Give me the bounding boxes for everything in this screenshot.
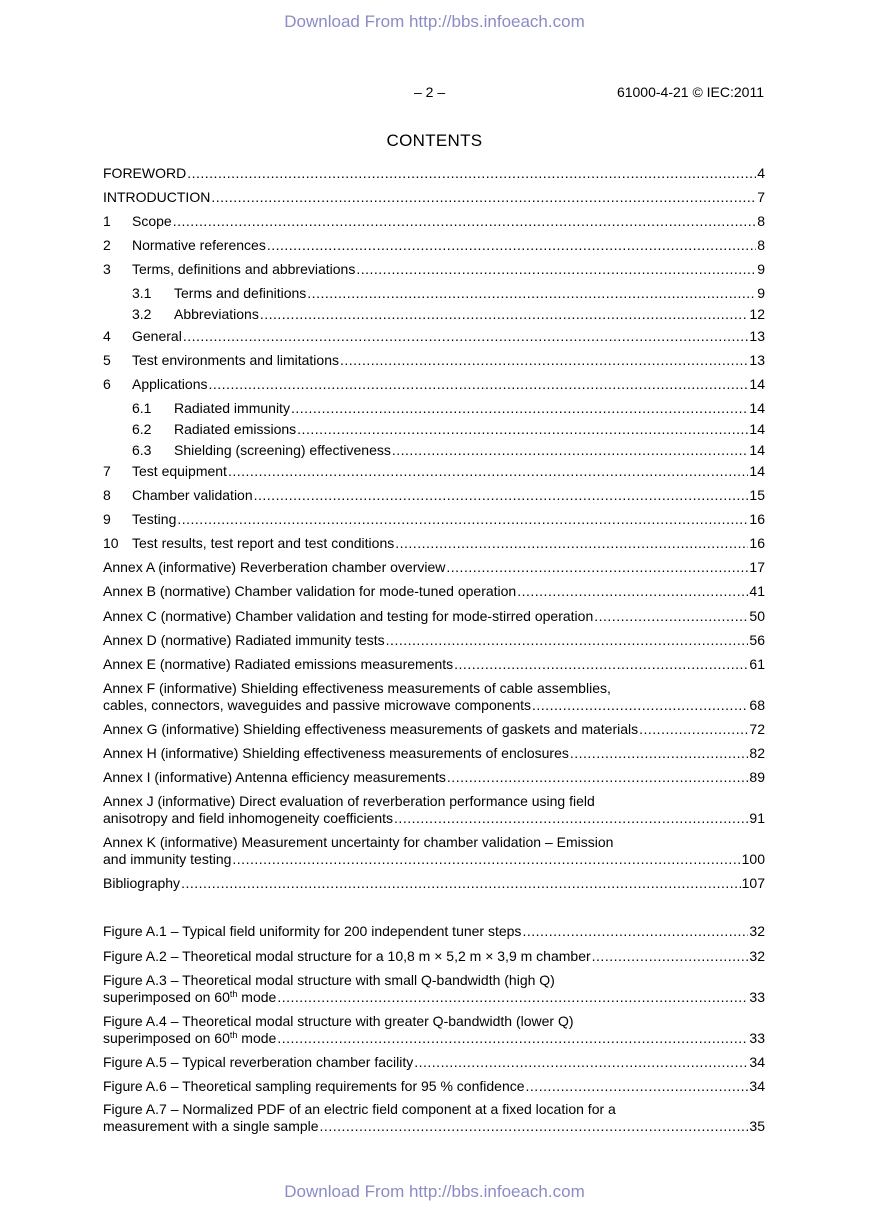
toc-page: 91 <box>749 810 765 826</box>
toc-label: Annex C (normative) Chamber validation and testing for mode-stirred operation <box>103 608 594 624</box>
figure-label-line1: Figure A.3 – Theoretical modal structure with small Q-bandwidth (high Q) <box>103 972 555 988</box>
toc-number: 3.1 <box>132 285 152 301</box>
dot-leader <box>254 487 749 504</box>
toc-label: Test results, test report and test conditions <box>132 535 395 551</box>
dot-leader <box>570 745 749 762</box>
toc-entry-8[interactable] <box>103 487 765 504</box>
dot-leader <box>594 608 748 625</box>
figure-entry-a5[interactable] <box>103 1054 765 1071</box>
toc-number: 2 <box>103 237 111 253</box>
toc-label: Radiated immunity <box>174 400 290 416</box>
toc-entry-annex-b[interactable] <box>103 583 765 600</box>
toc-entry-6[interactable] <box>103 376 765 393</box>
toc-label: Annex I (informative) Antenna efficiency measurements <box>103 769 446 785</box>
toc-page: 72 <box>749 721 765 737</box>
watermark-top[interactable]: Download From http://bbs.infoeach.com <box>284 12 585 31</box>
toc-page: 8 <box>757 237 765 253</box>
toc-entry-annex-i[interactable] <box>103 769 765 786</box>
figure-entry-a6[interactable] <box>103 1078 765 1095</box>
toc-entry-annex-f[interactable] <box>103 680 765 714</box>
toc-label: Applications <box>132 376 208 392</box>
toc-label: Bibliography <box>103 875 181 891</box>
figure-label-line1: Figure A.7 – Normalized PDF of an electric field component at a fixed location for a <box>103 1101 616 1117</box>
dot-leader <box>522 923 748 940</box>
toc-page: 82 <box>749 745 765 761</box>
toc-entry-6-1[interactable] <box>103 400 765 417</box>
dot-leader <box>526 1078 749 1095</box>
dot-leader <box>267 237 756 254</box>
toc-page: 9 <box>757 261 765 277</box>
dot-leader <box>639 721 748 738</box>
dot-leader <box>395 535 748 552</box>
figure-page: 33 <box>749 1030 765 1046</box>
figure-label: Figure A.5 – Typical reverberation chamber facility <box>103 1054 414 1070</box>
toc-number: 10 <box>103 535 119 551</box>
toc-entry-3[interactable] <box>103 261 765 278</box>
toc-page: 50 <box>749 608 765 624</box>
toc-label: Annex A (informative) Reverberation chamber overview <box>103 559 446 575</box>
toc-label: Shielding (screening) effectiveness <box>174 442 391 458</box>
toc-label: INTRODUCTION <box>103 189 211 205</box>
dot-leader <box>454 656 748 673</box>
figure-page: 32 <box>749 923 765 939</box>
toc-page: 14 <box>749 400 765 416</box>
toc-entry-7[interactable] <box>103 463 765 480</box>
toc-label-line1: Annex K (informative) Measurement uncertainty for chamber validation – Emission <box>103 834 614 850</box>
superscript: th <box>229 989 238 999</box>
toc-page: 8 <box>757 213 765 229</box>
figure-entry-a7[interactable] <box>103 1101 765 1135</box>
figure-entry-a1[interactable] <box>103 923 765 940</box>
toc-label: Annex H (informative) Shielding effectiveness measurements of enclosures <box>103 745 569 761</box>
figure-label-tail: mode <box>237 989 277 1005</box>
dot-leader <box>211 189 756 206</box>
toc-entry-foreword[interactable] <box>103 165 765 182</box>
toc-page: 16 <box>749 535 765 551</box>
toc-number: 6.3 <box>132 442 152 458</box>
toc-entry-10[interactable] <box>103 535 765 552</box>
toc-entry-annex-h[interactable] <box>103 745 765 762</box>
toc-label: Terms and definitions <box>174 285 307 301</box>
toc-entry-3-2[interactable] <box>103 306 765 323</box>
toc-label: Normative references <box>132 237 266 253</box>
dot-leader <box>277 1030 748 1047</box>
toc-number: 5 <box>103 352 111 368</box>
toc-page: 7 <box>757 189 765 205</box>
toc-entry-bibliography[interactable] <box>103 875 765 892</box>
dot-leader <box>228 463 748 480</box>
dot-leader <box>181 875 741 892</box>
dot-leader <box>394 810 748 827</box>
toc-entry-4[interactable] <box>103 328 765 345</box>
dot-leader <box>340 352 748 369</box>
figure-entry-a4[interactable] <box>103 1013 765 1047</box>
toc-label: Test environments and limitations <box>132 352 339 368</box>
toc-page: 13 <box>749 352 765 368</box>
dot-leader <box>291 400 748 417</box>
figure-page: 33 <box>749 989 765 1005</box>
toc-entry-9[interactable] <box>103 511 765 528</box>
figure-label: superimposed on 60 <box>103 1030 230 1046</box>
dot-leader <box>173 213 757 230</box>
toc-label: Annex E (normative) Radiated emissions measurements <box>103 656 454 672</box>
toc-label: Radiated emissions <box>174 421 297 437</box>
toc-number: 6.2 <box>132 421 152 437</box>
toc-page: 100 <box>741 851 765 867</box>
dot-leader <box>260 306 749 323</box>
toc-label: Terms, definitions and abbreviations <box>132 261 356 277</box>
toc-label: cables, connectors, waveguides and passive microwave components <box>103 697 532 713</box>
figure-label: Figure A.1 – Typical field uniformity for 200 independent tuner steps <box>103 923 522 939</box>
toc-label: Annex D (normative) Radiated immunity tests <box>103 632 385 648</box>
figure-label: Figure A.6 – Theoretical sampling requirements for 95 % confidence <box>103 1078 525 1094</box>
dot-leader <box>414 1054 748 1071</box>
dot-leader <box>183 328 749 345</box>
toc-page: 12 <box>749 306 765 322</box>
toc-entry-2[interactable] <box>103 237 765 254</box>
figure-label-tail: mode <box>237 1030 277 1046</box>
toc-entry-6-2[interactable] <box>103 421 765 438</box>
toc-entry-annex-g[interactable] <box>103 721 765 738</box>
toc-entry-introduction[interactable] <box>103 189 765 206</box>
toc-entry-annex-d[interactable] <box>103 632 765 649</box>
toc-label: FOREWORD <box>103 165 187 181</box>
superscript: th <box>229 1030 238 1040</box>
toc-label: anisotropy and field inhomogeneity coefficients <box>103 810 394 826</box>
toc-entry-annex-k[interactable] <box>103 834 765 868</box>
dot-leader <box>177 511 748 528</box>
toc-page: 41 <box>749 583 765 599</box>
figure-label: superimposed on 60 <box>103 989 230 1005</box>
watermark-bottom[interactable]: Download From http://bbs.infoeach.com <box>284 1182 585 1201</box>
figure-page: 35 <box>749 1118 765 1134</box>
dot-leader <box>446 559 748 576</box>
toc-page: 89 <box>749 769 765 785</box>
dot-leader <box>392 442 749 459</box>
toc-entry-annex-c[interactable] <box>103 608 765 625</box>
dot-leader <box>592 948 749 965</box>
toc-label: Annex B (normative) Chamber validation for mode-tuned operation <box>103 583 517 599</box>
dot-leader <box>447 769 749 786</box>
dot-leader <box>232 851 740 868</box>
toc-page: 4 <box>757 165 765 181</box>
figure-label: Figure A.2 – Theoretical modal structure for a 10,8 m × 5,2 m × 3,9 m chamber <box>103 948 591 964</box>
figure-page: 34 <box>749 1078 765 1094</box>
toc-label: Chamber validation <box>132 487 253 503</box>
toc-number: 3.2 <box>132 306 152 322</box>
toc-label: Scope <box>132 213 172 229</box>
toc-number: 7 <box>103 463 111 479</box>
dot-leader <box>209 376 749 393</box>
figure-page: 32 <box>749 948 765 964</box>
figure-label-line1: Figure A.4 – Theoretical modal structure with greater Q-bandwidth (lower Q) <box>103 1013 574 1029</box>
toc-page: 17 <box>749 559 765 575</box>
toc-page: 14 <box>749 376 765 392</box>
toc-label: and immunity testing <box>103 851 232 867</box>
toc-entry-6-3[interactable] <box>103 442 765 459</box>
dot-leader <box>517 583 748 600</box>
toc-page: 9 <box>757 285 765 301</box>
page-number: – 2 – <box>414 84 446 100</box>
toc-page: 14 <box>749 463 765 479</box>
standard-reference: 61000-4-21 © IEC:2011 <box>616 84 764 100</box>
dot-leader <box>356 261 756 278</box>
toc-page: 68 <box>749 697 765 713</box>
dot-leader <box>320 1118 749 1135</box>
toc-number: 6.1 <box>132 400 152 416</box>
dot-leader <box>386 632 749 649</box>
dot-leader <box>277 989 748 1006</box>
toc-label-line1: Annex F (informative) Shielding effectiveness measurements of cable assemblies, <box>103 680 611 696</box>
toc-number: 6 <box>103 376 111 392</box>
figure-label: measurement with a single sample <box>103 1118 319 1134</box>
figure-entry-a2[interactable] <box>103 948 765 965</box>
figure-entry-a3[interactable] <box>103 972 765 1006</box>
toc-page: 14 <box>749 442 765 458</box>
toc-number: 8 <box>103 487 111 503</box>
toc-entry-3-1[interactable] <box>103 285 765 302</box>
toc-number: 9 <box>103 511 111 527</box>
dot-leader <box>297 421 748 438</box>
toc-page: 61 <box>749 656 765 672</box>
toc-label: Abbreviations <box>174 306 259 322</box>
toc-number: 1 <box>103 213 111 229</box>
toc-entry-annex-a[interactable] <box>103 559 765 576</box>
toc-page: 13 <box>749 328 765 344</box>
dot-leader <box>187 165 756 182</box>
toc-entry-annex-e[interactable] <box>103 656 765 673</box>
toc-label: Test equipment <box>132 463 227 479</box>
toc-page: 15 <box>749 487 765 503</box>
toc-label: Testing <box>132 511 177 527</box>
toc-label-line1: Annex J (informative) Direct evaluation of reverberation performance using field <box>103 793 595 809</box>
toc-number: 3 <box>103 261 111 277</box>
toc-page: 107 <box>741 875 765 891</box>
toc-entry-5[interactable] <box>103 352 765 369</box>
toc-label: General <box>132 328 182 344</box>
toc-page: 14 <box>749 421 765 437</box>
toc-label: Annex G (informative) Shielding effectiveness measurements of gaskets and materials <box>103 721 639 737</box>
figure-page: 34 <box>749 1054 765 1070</box>
toc-number: 4 <box>103 328 111 344</box>
page-title: CONTENTS <box>386 131 483 150</box>
dot-leader <box>307 285 756 302</box>
dot-leader <box>532 697 748 714</box>
toc-entry-annex-j[interactable] <box>103 793 765 827</box>
toc-page: 56 <box>749 632 765 648</box>
toc-page: 16 <box>749 511 765 527</box>
toc-entry-1[interactable] <box>103 213 765 230</box>
